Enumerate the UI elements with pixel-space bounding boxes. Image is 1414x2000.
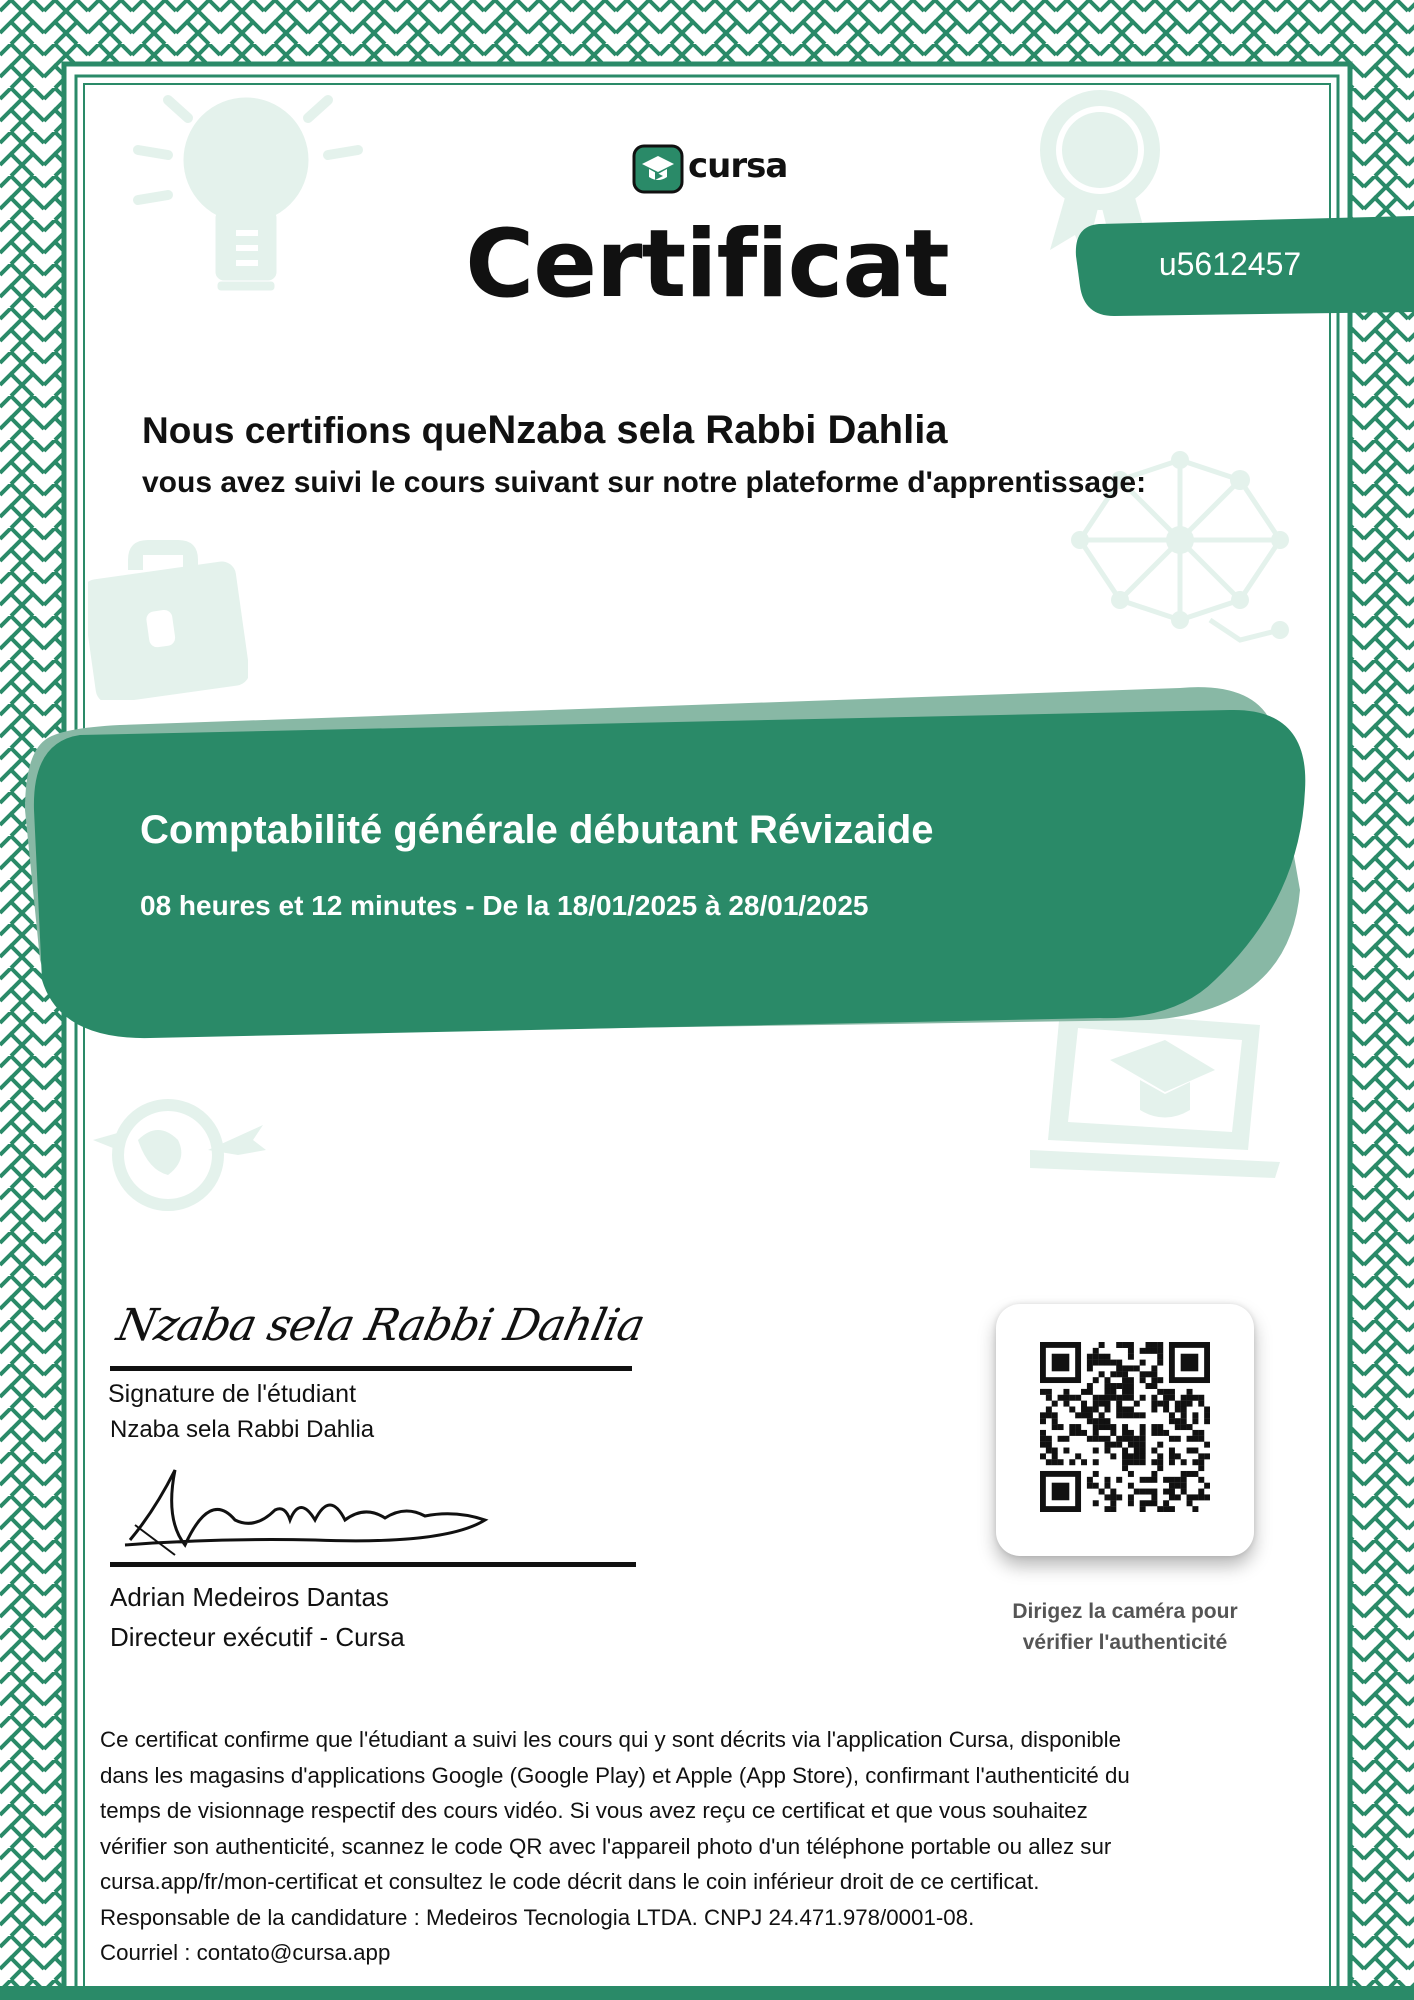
footer-line: Ce certificat confirme que l'étudiant a suivi les cours qui y sont décrits via l'application Cursa, disponible bbox=[100, 1727, 1122, 1752]
intro-prefix: Nous certifions que bbox=[142, 410, 488, 451]
brand-logo bbox=[632, 142, 792, 196]
director-signature-line bbox=[110, 1562, 636, 1567]
student-signature: Nzaba sela Rabbi Dahlia bbox=[112, 1300, 649, 1351]
intro-line-2: vous avez suivi le cours suivant sur notre plateforme d'apprentissage: bbox=[142, 466, 1147, 499]
globe-plane-icon bbox=[88, 1090, 268, 1220]
director-signature-scribble bbox=[115, 1450, 505, 1560]
director-role: Directeur exécutif - Cursa bbox=[110, 1622, 405, 1652]
certificate-code: u5612457 bbox=[1158, 246, 1302, 282]
qr-caption bbox=[960, 1596, 1290, 1658]
footer-line: temps de visionnage respectif des cours vidéo. Si vous avez reçu ce certificat et que vous souhaitez bbox=[100, 1798, 1088, 1823]
qr-card[interactable] bbox=[996, 1304, 1254, 1556]
footer-text bbox=[100, 1722, 1310, 1971]
qr-code-icon bbox=[1040, 1342, 1210, 1512]
course-details: 08 heures et 12 minutes - De la 18/01/2025 à 28/01/2025 bbox=[140, 890, 869, 921]
student-name-caption: Nzaba sela Rabbi Dahlia bbox=[110, 1416, 375, 1443]
intro-line-1 bbox=[142, 408, 1242, 453]
footer-line: Responsable de la candidature : Medeiros Tecnologia LTDA. CNPJ 24.471.978/0001-08. bbox=[100, 1904, 975, 1930]
student-name: Nzaba sela Rabbi Dahlia bbox=[487, 408, 948, 452]
qr-caption-line-1: Dirigez la caméra pour bbox=[1012, 1600, 1238, 1623]
certificate-title: Certificat bbox=[465, 210, 949, 319]
qr-caption-line-2: vérifier l'authenticité bbox=[1022, 1631, 1228, 1654]
director-signature bbox=[300, 1495, 301, 1496]
graduation-cap-play-icon bbox=[632, 142, 684, 194]
director-name: Adrian Medeiros Dantas bbox=[110, 1582, 389, 1612]
footer-line: Courriel : contato@cursa.app bbox=[100, 1940, 391, 1965]
brand-name: cursa bbox=[688, 146, 788, 186]
lightbulb-icon bbox=[128, 60, 378, 300]
student-signature-caption: Signature de l'étudiant bbox=[108, 1380, 357, 1408]
footer-line: dans les magasins d'applications Google (Google Play) et Apple (App Store), confirmant l'authenticité du bbox=[100, 1762, 1130, 1788]
student-signature-line bbox=[110, 1366, 632, 1371]
footer-line: vérifier son authenticité, scannez le code QR avec l'appareil photo d'un téléphone portable ou allez sur bbox=[100, 1833, 1112, 1859]
briefcase-icon bbox=[88, 530, 248, 700]
course-name: Comptabilité générale débutant Révizaide bbox=[140, 808, 934, 852]
course-banner bbox=[0, 680, 1320, 1050]
footer-line: cursa.app/fr/mon-certificat et consultez le code décrit dans le coin inférieur droit de ce certificat. bbox=[100, 1869, 1040, 1894]
